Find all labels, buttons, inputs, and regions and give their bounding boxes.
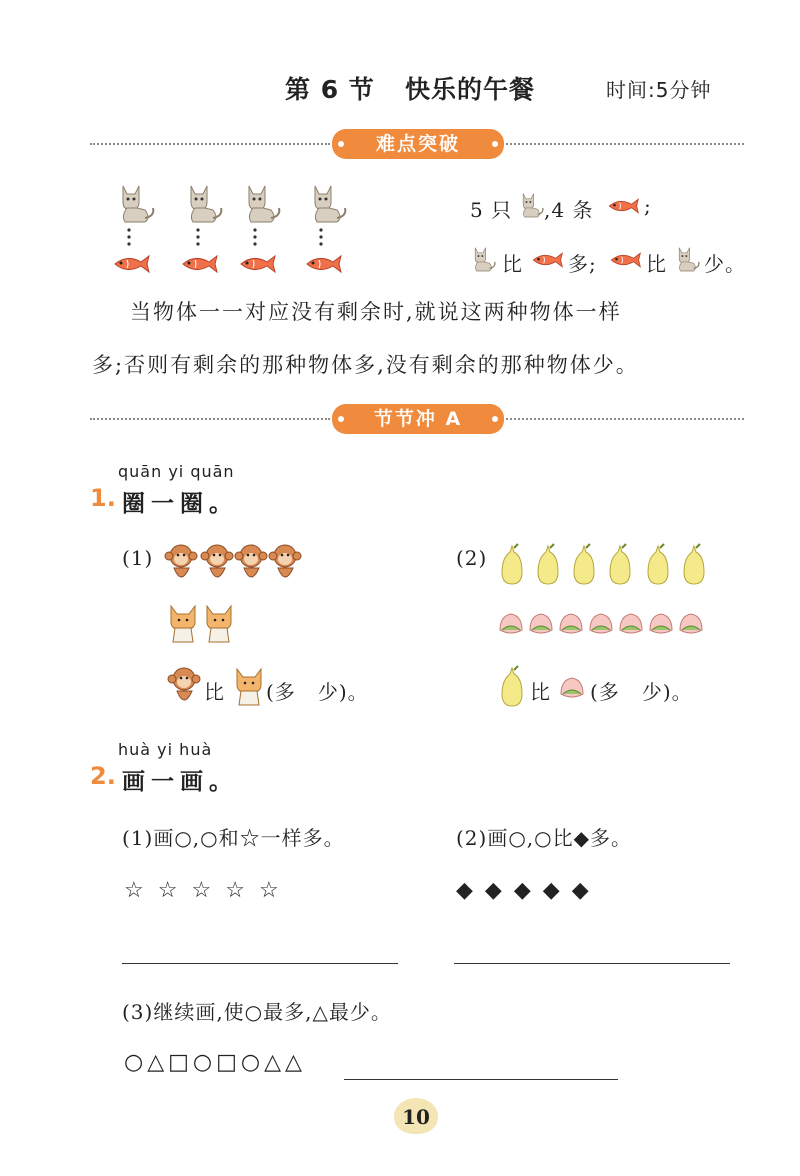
- pear-icon: [538, 544, 558, 584]
- answer-line-part3[interactable]: [344, 1079, 618, 1080]
- cat-icon: [249, 186, 279, 222]
- star-icon: ☆: [124, 878, 144, 903]
- time-label: 时间:5分钟: [606, 78, 712, 102]
- divider-right: [506, 143, 744, 145]
- peach-icon: [500, 614, 522, 633]
- q2-pinyin: huà yi huà: [118, 740, 213, 759]
- diamond-icon: ◆: [484, 878, 502, 903]
- diamonds-row: [456, 878, 589, 903]
- circle-shape: ○: [124, 1050, 144, 1075]
- peach-icon: [590, 614, 612, 633]
- q1-part1-label: (1): [122, 546, 154, 570]
- compare-bi-2: 比: [646, 252, 667, 276]
- fish-icon: [241, 256, 275, 272]
- star-icon: ☆: [157, 878, 178, 903]
- q2-title: 画一画。: [122, 769, 238, 795]
- page-title: 快乐的午餐: [405, 75, 536, 104]
- q2-part3-instruction: (3)继续画,使○最多,△最少。: [122, 1000, 392, 1024]
- triangle-shape: △: [264, 1050, 282, 1075]
- q1-number: 1.: [90, 484, 116, 512]
- peach-icon: [560, 614, 582, 633]
- star-icon: ☆: [225, 878, 245, 903]
- peach-icon: [650, 614, 672, 633]
- monkey-icon: [269, 545, 301, 577]
- section-pill-difficulty: 难点突破: [332, 129, 504, 159]
- peach-icon: [620, 614, 642, 633]
- star-icon: ☆: [191, 878, 212, 903]
- q1-part1-choice[interactable]: (多 少)。: [266, 680, 369, 704]
- cat-icon: [123, 186, 153, 222]
- monkey-icon: [165, 545, 197, 577]
- peaches-row: [496, 610, 712, 636]
- divider-left: [90, 418, 330, 420]
- q1-part2-bi: 比: [530, 680, 551, 704]
- answer-line-part2[interactable]: [454, 963, 730, 964]
- kittens-row: [165, 600, 240, 644]
- triangle-shape: △: [285, 1050, 302, 1075]
- fish-icon: [606, 196, 640, 216]
- fish-icon: [530, 250, 564, 270]
- circle-shape: ○: [192, 1050, 213, 1075]
- q1-title: 圈一圈。: [122, 491, 238, 517]
- semicolon: ;: [644, 194, 652, 218]
- answer-line-part1[interactable]: [122, 963, 398, 964]
- pear-icon: [648, 544, 668, 584]
- compare-more: 多;: [568, 252, 597, 276]
- q1-part1-bi: 比: [204, 680, 225, 704]
- shape-sequence: [124, 1050, 302, 1075]
- square-shape: □: [216, 1050, 237, 1075]
- count-cats: 5 只: [470, 198, 513, 222]
- circle-shape: ○: [240, 1050, 261, 1075]
- cats-fish-illustration: [105, 180, 365, 280]
- diamond-icon: ◆: [513, 878, 531, 903]
- section-pill-practice: 节节冲 A: [332, 404, 504, 434]
- divider-left: [90, 143, 330, 145]
- cat-icon: [191, 186, 221, 222]
- peach-icon: [558, 674, 586, 700]
- pears-row: [498, 542, 710, 586]
- q1-part2-label: (2): [456, 546, 488, 570]
- page-number: 10: [394, 1098, 438, 1134]
- count-fish: ,4 条: [544, 198, 594, 222]
- q2-part2-instruction: (2)画○,○比◆多。: [456, 826, 632, 850]
- monkey-icon: [201, 545, 233, 577]
- stars-row: [124, 878, 279, 903]
- fish-icon: [307, 256, 341, 272]
- pear-icon: [502, 544, 522, 584]
- diamond-icon: ◆: [542, 878, 560, 903]
- fish-icon: [183, 256, 217, 272]
- q1-pinyin: quān yi quān: [118, 462, 235, 481]
- monkeys-row: [163, 540, 303, 584]
- pear-icon: [684, 544, 704, 584]
- fish-icon: [608, 250, 642, 270]
- kitten-icon: [207, 606, 231, 642]
- compare-less: 少。: [704, 252, 746, 276]
- section-number: 第 6 节: [285, 75, 375, 104]
- triangle-shape: △: [147, 1050, 165, 1075]
- monkey-icon: [167, 664, 201, 708]
- star-icon: ☆: [258, 878, 279, 903]
- kitten-icon: [232, 664, 266, 708]
- cat-icon: [518, 188, 544, 220]
- diamond-icon: ◆: [456, 878, 473, 903]
- monkey-icon: [235, 545, 267, 577]
- cat-icon: [315, 186, 345, 222]
- q2-number: 2.: [90, 762, 116, 790]
- q2-part1-instruction: (1)画○,○和☆一样多。: [122, 826, 345, 850]
- pear-icon: [574, 544, 594, 584]
- cat-icon: [470, 242, 496, 274]
- rule-paragraph-line1: 当物体一一对应没有剩余时,就说这两种物体一样: [130, 300, 622, 324]
- rule-paragraph-line2: 多;否则有剩余的那种物体多,没有剩余的那种物体少。: [92, 353, 639, 377]
- square-shape: □: [168, 1050, 189, 1075]
- pear-icon: [610, 544, 630, 584]
- divider-right: [506, 418, 744, 420]
- kitten-icon: [171, 606, 195, 642]
- compare-bi-1: 比: [502, 252, 523, 276]
- diamond-icon: ◆: [571, 878, 589, 903]
- peach-icon: [680, 614, 702, 633]
- q1-part2-choice[interactable]: (多 少)。: [590, 680, 693, 704]
- fish-icon: [115, 256, 149, 272]
- pear-icon: [498, 664, 526, 708]
- peach-icon: [530, 614, 552, 633]
- cat-icon: [674, 242, 700, 274]
